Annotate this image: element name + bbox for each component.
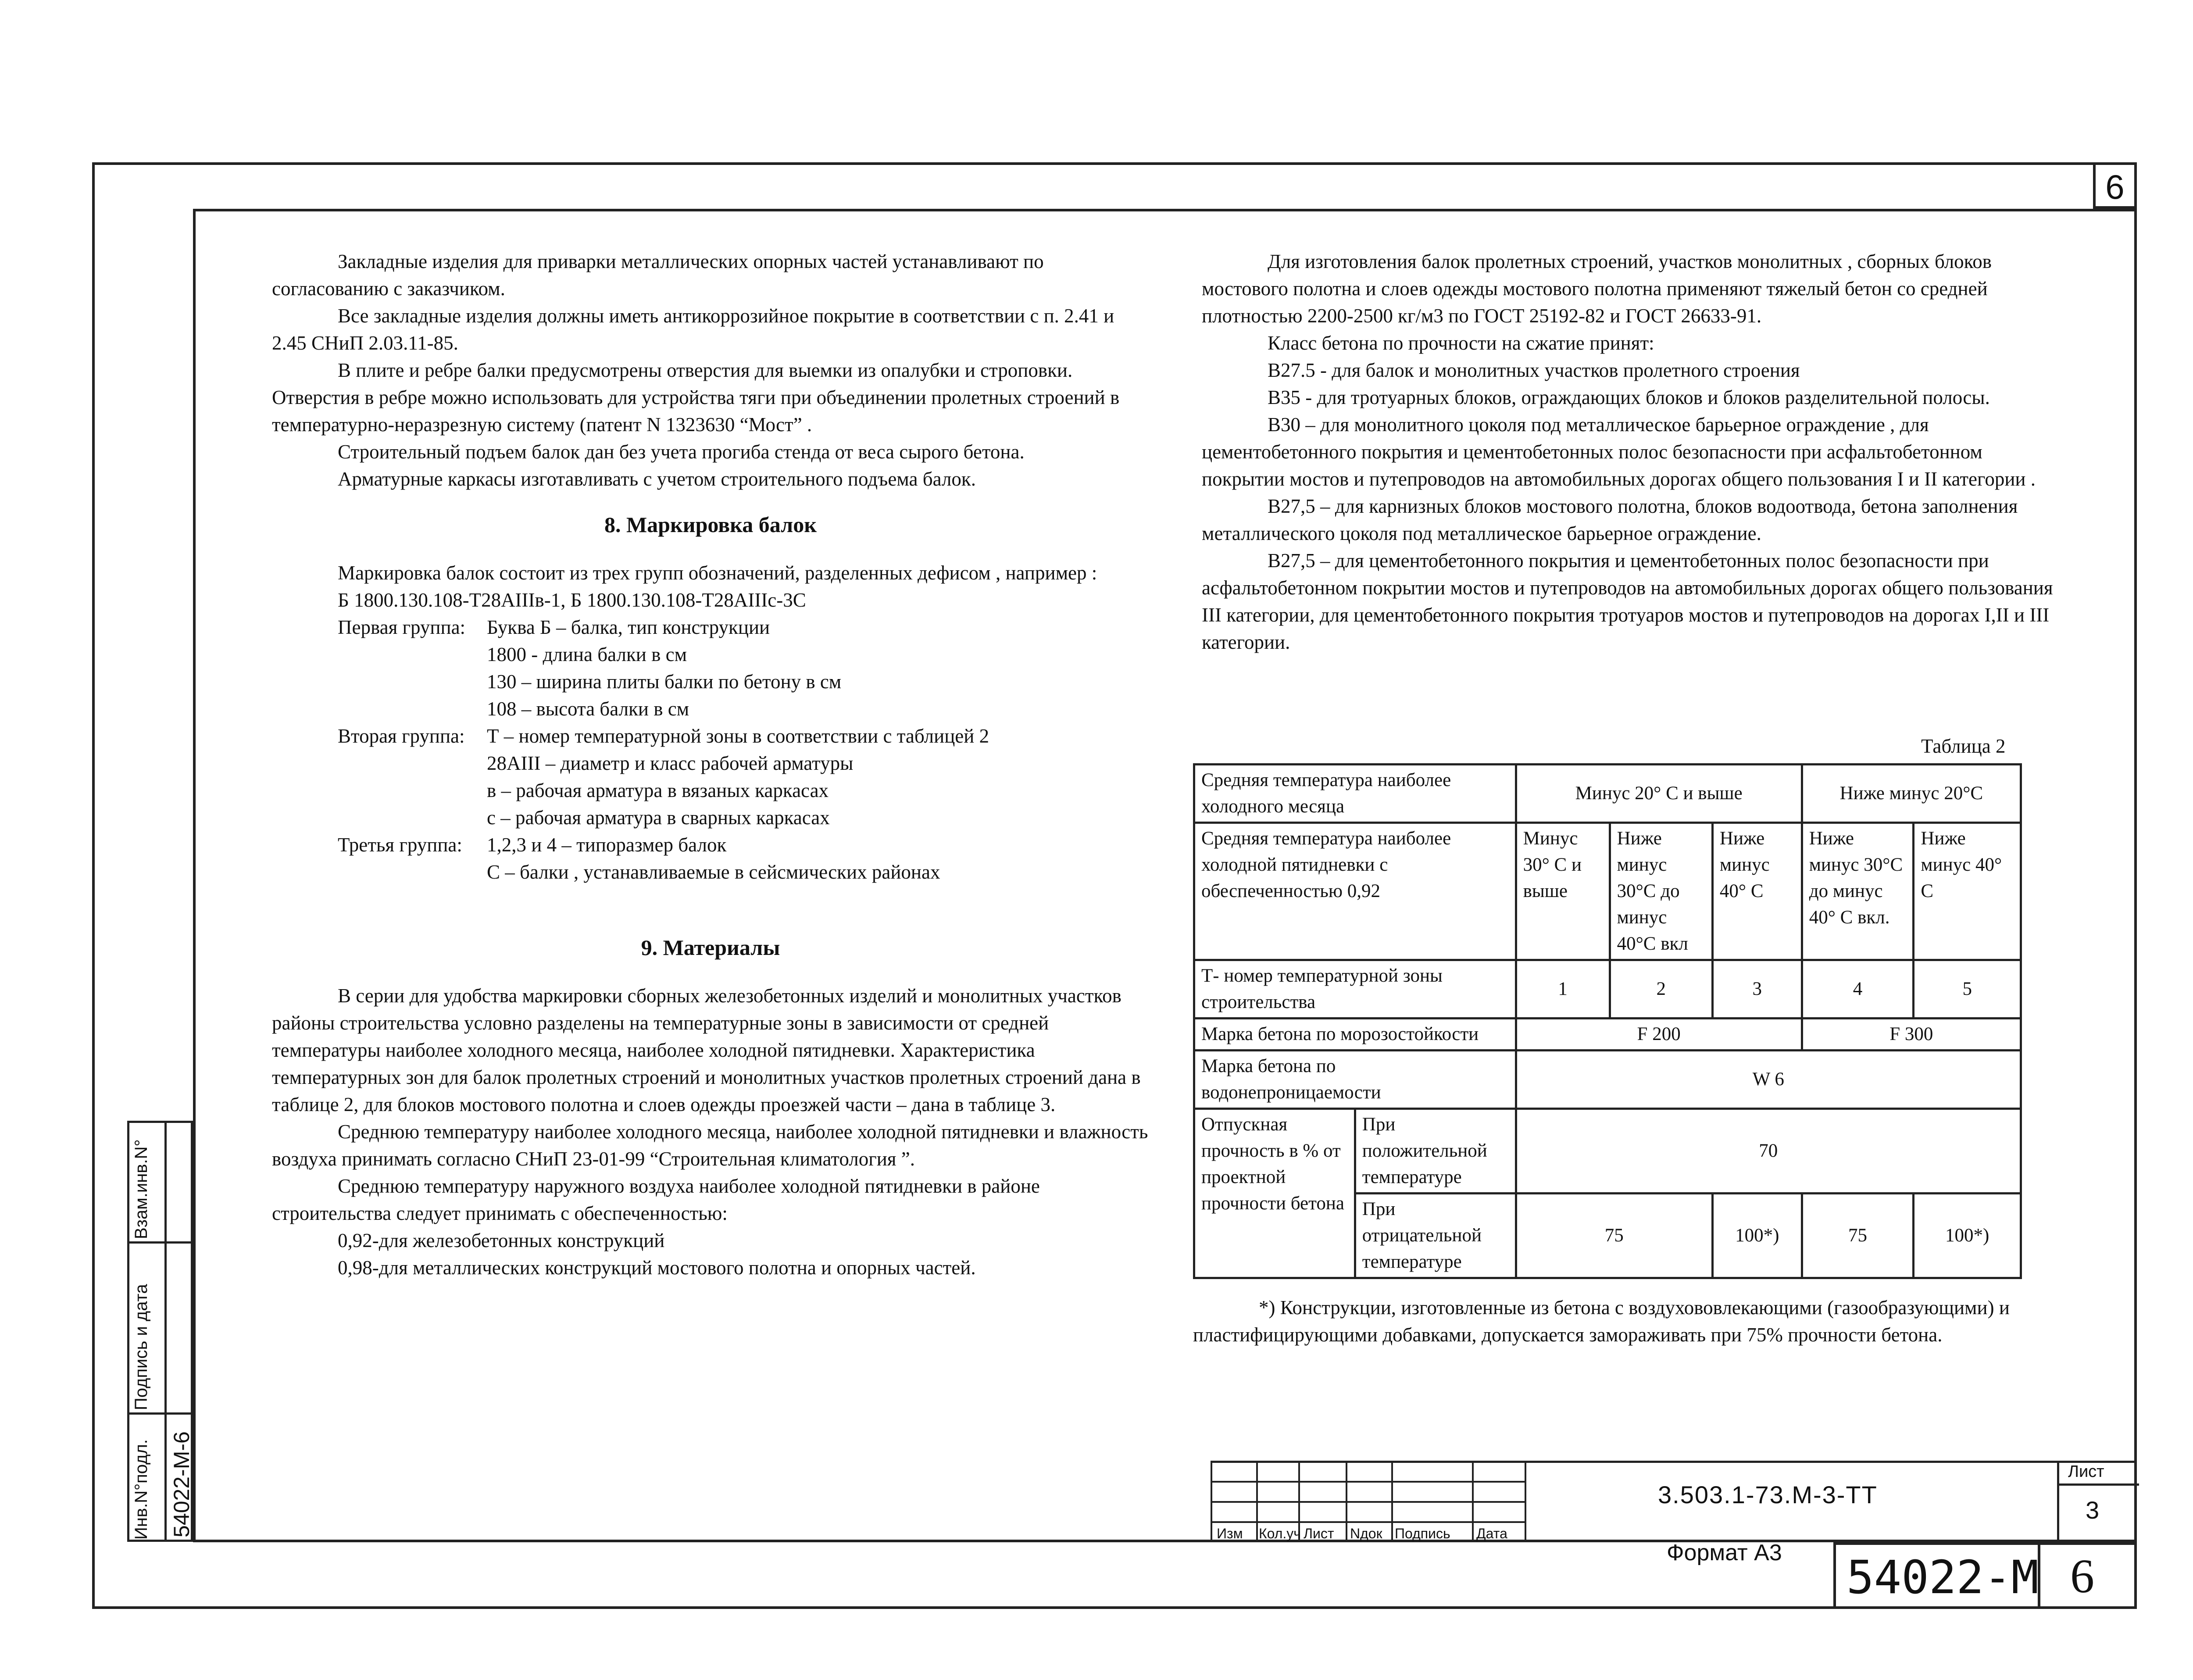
doc-id: 54022-М-6	[169, 1431, 194, 1537]
stamp-label: Nдок	[1350, 1526, 1382, 1541]
table-cell: 1	[1516, 960, 1610, 1019]
group-3	[272, 831, 1149, 886]
document-code: 3.503.1-73.М-3-ТТ	[1658, 1481, 1878, 1508]
inv-label: Инв.N°подл.	[132, 1439, 151, 1540]
paragraph: В30 – для монолитного цоколя под металлическое барьерное ограждение , для цементобетонного покрытия и цементобетонных полос безопасности при асфальтобетонном покрытии мостов и путепроводов на автомобильных дорогах общего пользования I и II категории .	[1202, 414, 2036, 490]
paragraph: Арматурные каркасы изготавливать с учетом строительного подъема балок.	[338, 468, 976, 490]
footnote	[1193, 1294, 2026, 1348]
paragraph: Маркировка балок состоит из трех групп обозначений, разделенных дефисом , например :	[338, 562, 1097, 584]
table-cell: 75	[1516, 1194, 1712, 1278]
format-label: Формат А3	[1667, 1540, 1782, 1566]
group-line: 130 – ширина плиты балки по бетону в см	[487, 671, 842, 693]
section-heading-9: 9. Материалы	[641, 935, 780, 960]
table-cell: F 200	[1516, 1019, 1802, 1051]
stamp-grid	[1211, 1461, 1526, 1542]
table-caption: Таблица 2	[1921, 735, 2006, 757]
stamp-label: Кол.уч	[1259, 1526, 1301, 1541]
sheet-box	[2057, 1461, 2137, 1542]
table-cell: 5	[1914, 960, 2021, 1019]
table-row	[1194, 823, 2021, 960]
stamp-label: Изм	[1217, 1526, 1243, 1541]
paragraph: Все закладные изделия должны иметь антикоррозийное покрытие в соответствии с п. 2.41 и 2.45 СНиП 2.03.11-85.	[272, 305, 1114, 354]
side-strip-line	[127, 1412, 193, 1415]
table-row	[1194, 1051, 2021, 1109]
group-line: Буква Б – балка, тип конструкции	[487, 616, 770, 638]
group-1	[272, 614, 1149, 722]
table-cell: 3	[1712, 960, 1802, 1019]
sheet-value: 3	[2086, 1496, 2100, 1524]
table-row	[1194, 960, 2021, 1019]
table-cell: Ниже минус 40° С	[1712, 823, 1802, 960]
paragraph: В серии для удобства маркировки сборных железобетонных изделий и монолитных участков районы строительства условно разделены на температурные зоны в зависимости от средней температуры наиболее холодного месяца, наиболее холодной пятидневки. Характеристика температурных зон для балок пролетных строений и монолитных участков пролетных строений дана в таблице 2, для блоков мостового полотна и слоев одежды проезжей части – дана в таблице 3.	[272, 985, 1141, 1115]
table-cell: 70	[1516, 1109, 2021, 1194]
group-label: Третья группа:	[338, 834, 462, 856]
table-cell: Средняя температура наиболее холодного месяца	[1194, 765, 1516, 823]
stamp-label: Лист	[1304, 1526, 1334, 1541]
paragraph: В35 - для тротуарных блоков, ограждающих блоков и блоков разделительной полосы.	[1268, 386, 1990, 408]
table-cell: 2	[1610, 960, 1712, 1019]
table-row	[1194, 765, 2021, 823]
paragraph: 0,92-для железобетонных конструкций	[338, 1230, 665, 1251]
table-cell: 100*)	[1914, 1194, 2021, 1278]
sheet-label: Лист	[2068, 1462, 2104, 1481]
side-strip-line	[127, 1241, 193, 1244]
table-cell: Ниже минус 40° С	[1914, 823, 2021, 960]
paragraph: В27,5 – для цементобетонного покрытия и цементобетонных полос безопасности при асфальтобетонном покрытии мостов и путепроводов на автомобильных дорогах общего пользования III категории, для цементобетонного покрытия тротуаров мостов и путепроводов на дорогах I,II и III категории.	[1202, 550, 2053, 653]
table-cell: Ниже минус 20°С	[1802, 765, 2021, 823]
table-cell: Марка бетона по водонепроницаемости	[1194, 1051, 1516, 1109]
table-row	[1194, 1109, 2021, 1194]
left-column	[272, 248, 1149, 1281]
table-cell: W 6	[1516, 1051, 2021, 1109]
footnote-text: *) Конструкции, изготовленные из бетона с воздухововлекающими (газообразующими) и пластифицирующими добавками, допускается замораживать при 75% прочности бетона.	[1193, 1297, 2010, 1346]
table-cell: 75	[1802, 1194, 1914, 1278]
group-line: 108 – высота балки в см	[487, 698, 689, 720]
table-cell: Минус 30° С и выше	[1516, 823, 1610, 960]
archive-sheet: 6	[2070, 1549, 2094, 1603]
group-line: 28АIII – диаметр и класс рабочей арматуры	[487, 752, 854, 774]
stamp-label: Дата	[1476, 1526, 1507, 1541]
group-line: 1800 - длина балки в см	[487, 643, 687, 665]
table-cell: Т- номер температурной зоны строительства	[1194, 960, 1516, 1019]
stamp-label: Подпись	[1395, 1526, 1450, 1541]
table-cell: Средняя температура наиболее холодной пятидневки с обеспеченностью 0,92	[1194, 823, 1516, 960]
table-cell: F 300	[1802, 1019, 2021, 1051]
group-label: Первая группа:	[338, 616, 466, 638]
paragraph: Среднюю температуру наиболее холодного месяца, наиболее холодной пятидневки и влажность воздуха принимать согласно СНиП 23-01-99 “Строительная климатология ”.	[272, 1121, 1148, 1170]
vzam-label: Взам.инв.N°	[132, 1139, 151, 1239]
group-line: С – балки , устанавливаемые в сейсмических районах	[487, 861, 940, 883]
group-2	[272, 722, 1149, 831]
table-row	[1194, 1019, 2021, 1051]
table-cell: Ниже минус 30°С до минус 40°С вкл	[1610, 823, 1712, 960]
group-line: Т – номер температурной зоны в соответствии с таблицей 2	[487, 725, 989, 747]
group-line: в – рабочая арматура в вязаных каркасах	[487, 779, 829, 801]
table-2	[1193, 763, 2022, 1279]
group-line: 1,2,3 и 4 – типоразмер балок	[487, 834, 727, 856]
right-column	[1202, 248, 2061, 656]
table-cell: 4	[1802, 960, 1914, 1019]
marking-example: Б 1800.130.108-Т28АIIIв-1, Б 1800.130.108-Т28АIIIс-3С	[338, 589, 806, 611]
table-cell: 100*)	[1712, 1194, 1802, 1278]
table-cell: При положительной температуре	[1355, 1109, 1516, 1194]
side-strip-divider	[164, 1121, 167, 1542]
paragraph: 0,98-для металлических конструкций мостового полотна и опорных частей.	[338, 1257, 976, 1279]
table-cell: Минус 20° С и выше	[1516, 765, 1802, 823]
section-heading-8: 8. Маркировка балок	[604, 512, 817, 537]
table-cell: Отпускная прочность в % от проектной прочности бетона	[1194, 1109, 1355, 1278]
paragraph: В27.5 - для балок и монолитных участков пролетного строения	[1268, 359, 1800, 381]
paragraph: Для изготовления балок пролетных строений, участков монолитных , сборных блоков мостового полотна и слоев одежды мостового полотна применяют тяжелый бетон со средней плотностью 2200-2500 кг/м3 по ГОСТ 25192-82 и ГОСТ 26633-91.	[1202, 250, 1992, 327]
table-cell: Ниже минус 30°С до минус 40° С вкл.	[1802, 823, 1914, 960]
sign-label: Подпись и дата	[132, 1284, 151, 1410]
paragraph: Закладные изделия для приварки металлических опорных частей устанавливают по согласованию с заказчиком.	[272, 250, 1044, 300]
group-label: Вторая группа:	[338, 725, 465, 747]
paragraph: Класс бетона по прочности на сжатие принят:	[1268, 332, 1654, 354]
group-line: с – рабочая арматура в сварных каркасах	[487, 807, 830, 829]
table-cell: Марка бетона по морозостойкости	[1194, 1019, 1516, 1051]
table-cell: При отрицательной температуре	[1355, 1194, 1516, 1278]
paragraph: В27,5 – для карнизных блоков мостового полотна, блоков водоотвода, бетона заполнения металлического цоколя под металлическое барьерное ограждение.	[1202, 495, 2018, 544]
paragraph: Строительный подъем балок дан без учета прогиба стенда от веса сырого бетона.	[338, 441, 1025, 463]
paragraph: Среднюю температуру наружного воздуха наиболее холодной пятидневки в районе строительства следует принимать с обеспеченностью:	[272, 1175, 1040, 1224]
archive-number: 54022-М	[1847, 1551, 2039, 1604]
top-sheet-number: 6	[2093, 165, 2134, 209]
paragraph: В плите и ребре балки предусмотрены отверстия для выемки из опалубки и строповки. Отверстия в ребре можно использовать для устройства тяги при объединении пролетных строений в температурно-неразрезную систему (патент N 1323630 “Мост” .	[272, 359, 1120, 436]
